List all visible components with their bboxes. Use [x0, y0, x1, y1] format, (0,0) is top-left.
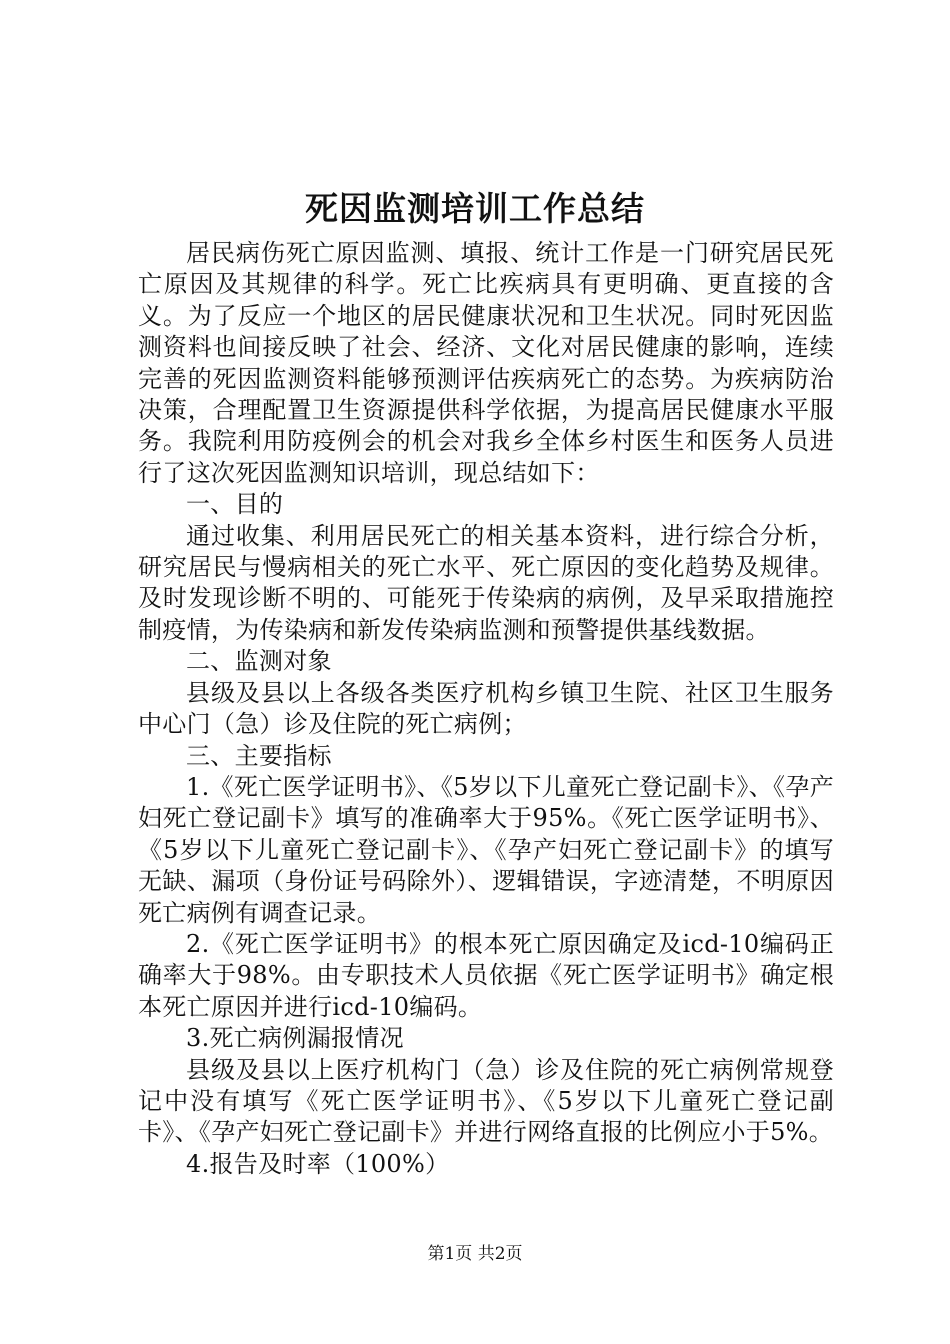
indicator-item-1: 1.《死亡医学证明书》、《5岁以下儿童死亡登记副卡》、《孕产妇死亡登记副卡》填写的准确率大于95%。《死亡医学证明书》、《5岁以下儿童死亡登记副卡》、《孕产妇死亡登记副卡》的填写无缺、漏项（身份证号码除外）、逻辑错误，字迹清楚，不明原因死亡病例有调查记录。: [138, 772, 834, 927]
document-title: 死因监测培训工作总结: [305, 189, 645, 228]
indicator-item-3-heading: 3.死亡病例漏报情况: [186, 1024, 404, 1053]
section-heading-targets: 二、监测对象: [186, 647, 332, 676]
indicator-item-2: 2.《死亡医学证明书》的根本死亡原因确定及icd-10编码正确率大于98%。由专职技术人员依据《死亡医学证明书》确定根本死亡原因并进行icd-10编码。: [138, 929, 834, 1021]
page-footer: 第1页 共2页: [427, 1244, 523, 1264]
document-body: [138, 238, 834, 1180]
indicator-item-4-heading: 4.报告及时率（100%）: [186, 1149, 450, 1178]
section-heading-indicators: 三、主要指标: [186, 741, 332, 770]
indicator-item-3-paragraph: 县级及县以上医疗机构门（急）诊及住院的死亡病例常规登记中没有填写《死亡医学证明书》、《5岁以下儿童死亡登记副卡》、《孕产妇死亡登记副卡》并进行网络直报的比例应小于5%。: [138, 1055, 834, 1147]
section-heading-purpose: 一、目的: [186, 490, 284, 519]
intro-paragraph: 居民病伤死亡原因监测、填报、统计工作是一门研究居民死亡原因及其规律的科学。死亡比疾病具有更明确、更直接的含义。为了反应一个地区的居民健康状况和卫生状况。同时死因监测资料也间接反映了社会、经济、文化对居民健康的影响，连续完善的死因监测资料能够预测评估疾病死亡的态势。为疾病防治决策，合理配置卫生资源提供科学依据，为提高居民健康水平服务。我院利用防疫例会的机会对我乡全体乡村医生和医务人员进行了这次死因监测知识培训，现总结如下：: [138, 239, 834, 487]
purpose-paragraph: 通过收集、利用居民死亡的相关基本资料，进行综合分析，研究居民与慢病相关的死亡水平、死亡原因的变化趋势及规律。及时发现诊断不明的、可能死于传染病的病例，及早采取措施控制疫情，为传染病和新发传染病监测和预警提供基线数据。: [138, 521, 834, 644]
targets-paragraph: 县级及县以上各级各类医疗机构乡镇卫生院、社区卫生服务中心门（急）诊及住院的死亡病例；: [138, 678, 834, 739]
